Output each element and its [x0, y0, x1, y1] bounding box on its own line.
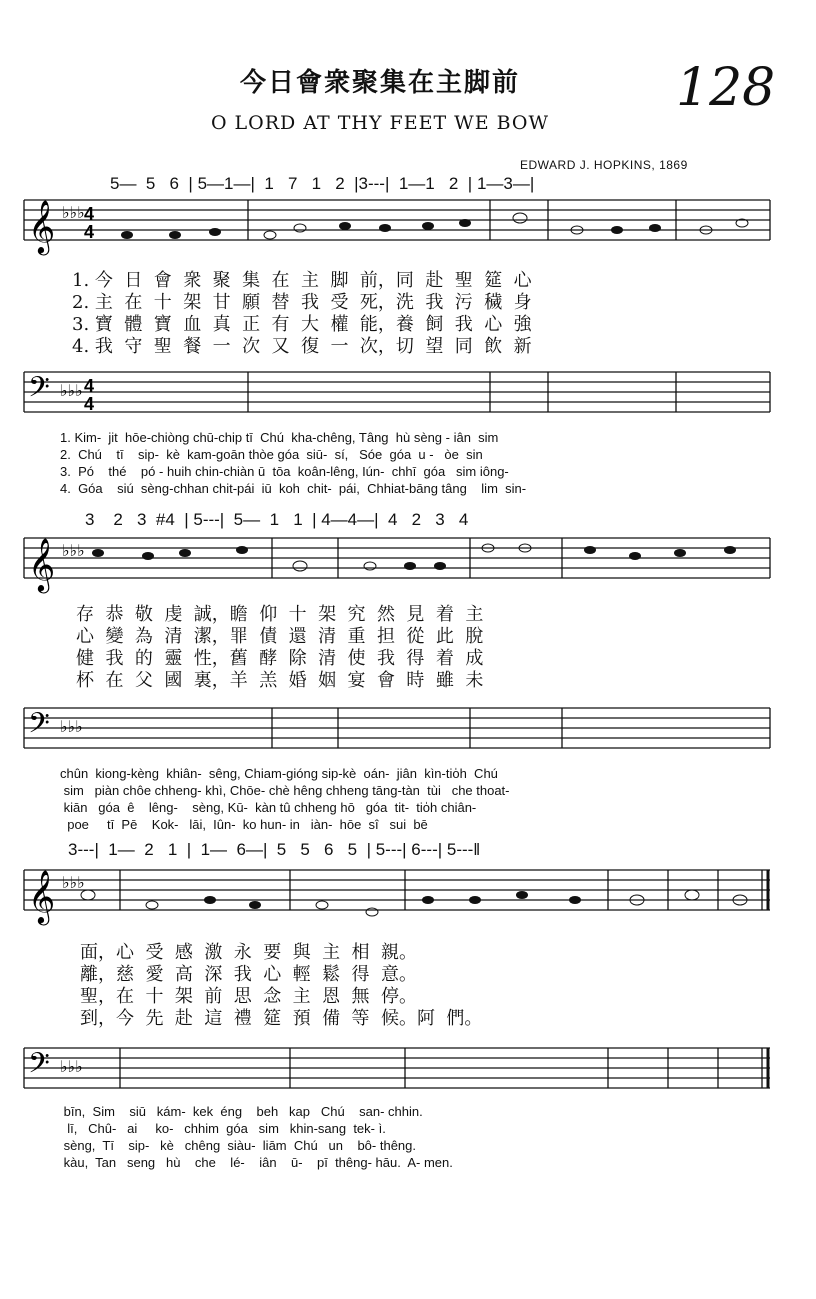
romanized-lyric-2-2: sim piàn chôe chheng- khì, Chōe- chè hêng chheng tāng-tàn tùi che thoat-	[60, 783, 510, 798]
chinese-lyric-2-4: 杯 在 父 國 裏，羊 羔 婚 姻 宴 會 時 雖 未	[76, 670, 484, 691]
romanized-lyric-1-2: 2. Chú tī sip- kè kam-goān thòe góa siū- sí, Sóe góa u - òe sin	[60, 447, 483, 462]
svg-text:4: 4	[84, 376, 95, 396]
svg-text:4: 4	[84, 394, 95, 414]
chinese-lyric-3-1: 面，心 受 感 激 永 要 與 主 相 親。	[80, 942, 417, 963]
svg-text:♭♭♭: ♭♭♭	[62, 873, 85, 892]
hymn-number: 128	[676, 58, 776, 118]
chinese-lyric-3-4: 到，今 先 赴 這 禮 筵 預 備 等 候。阿 們。	[80, 1008, 483, 1029]
svg-text:𝄢: 𝄢	[28, 371, 50, 411]
romanized-lyric-1-3: 3. Pó thé pó - huih chin-chiàn ū tōa koân-lêng, Iún- chhī góa sim iông-	[60, 464, 509, 479]
jianpu-line-3: 3---| 1— 2 1 | 1— 6—| 5 5 6 5 | 5---| 6---| 5---‖	[68, 840, 481, 859]
svg-text:𝄢: 𝄢	[28, 1047, 50, 1087]
chinese-lyric-1-1: 1. 今 日 會 衆 聚 集 在 主 脚 前，同 赴 聖 筵 心	[72, 270, 532, 291]
romanized-lyric-3-3: sèng, Tī sip- kè chêng siàu- liām Chú un bô- thêng.	[60, 1138, 416, 1153]
chinese-lyric-3-3: 聖，在 十 架 前 思 念 主 恩 無 停。	[80, 986, 417, 1007]
hymn-title-english: O LORD AT THY FEET WE BOW	[210, 112, 550, 134]
svg-text:4: 4	[84, 204, 95, 224]
svg-text:𝄢: 𝄢	[28, 707, 50, 747]
svg-text:4: 4	[84, 222, 95, 242]
treble-staff-2	[0, 528, 816, 598]
romanized-lyric-3-1: bīn, Sim siū kám- kek éng beh kap Chú san- chhin.	[60, 1104, 423, 1119]
bass-staff-1	[0, 362, 816, 422]
chinese-lyric-1-4: 4. 我 守 聖 餐 一 次 又 復 一 次，切 望 同 飲 新	[72, 336, 532, 357]
romanized-lyric-1-1: 1. Kim- jit hōe-chiòng chū-chip tī Chú kha-chêng, Tâng hù sèng - iân sim	[60, 430, 499, 445]
chinese-lyric-1-3: 3. 寶 體 寶 血 真 正 有 大 權 能，養 飼 我 心 強	[72, 314, 532, 335]
romanized-lyric-2-4: poe tī Pē Kok- lāi, Iûn- ko hun- in iàn- hōe sî sui bē	[60, 817, 428, 832]
romanized-lyric-3-4: kàu, Tan seng hù che lé- iân ū- pī thêng- hāu. A- men.	[60, 1155, 453, 1170]
jianpu-line-1: 5— 5 6 | 5—1—| 1 7 1 2 |3---| 1—1 2 | 1—3—|	[110, 174, 535, 193]
svg-text:♭♭♭: ♭♭♭	[60, 1057, 83, 1076]
svg-text:♭♭♭: ♭♭♭	[60, 717, 83, 736]
svg-text:𝄞: 𝄞	[28, 869, 56, 923]
chinese-lyric-2-1: 存 恭 敬 虔 誠，瞻 仰 十 架 究 然 見 着 主	[76, 604, 484, 625]
bass-staff-2	[0, 698, 816, 758]
composer-credit: EDWARD J. HOPKINS, 1869	[520, 158, 688, 172]
chinese-lyric-2-3: 健 我 的 靈 性，舊 酵 除 清 使 我 得 着 成	[76, 648, 484, 669]
chinese-lyric-2-2: 心 變 為 清 潔，罪 債 還 清 重 担 從 此 脫	[76, 626, 484, 647]
hymn-title-chinese: 今日會衆聚集在主脚前	[239, 68, 520, 98]
chinese-lyric-1-2: 2. 主 在 十 架 甘 願 替 我 受 死，洗 我 污 穢 身	[72, 292, 532, 313]
treble-staff-1	[0, 190, 816, 265]
jianpu-line-2: 3 2 3 #4 | 5---| 5— 1 1 | 4—4—| 4 2 3 4	[85, 510, 469, 529]
svg-text:♭♭♭: ♭♭♭	[62, 541, 85, 560]
bass-staff-3	[0, 1038, 816, 1098]
svg-text:♭♭♭: ♭♭♭	[60, 381, 83, 400]
romanized-lyric-2-1: chûn kiong-kèng khiân- sêng, Chiam-gióng sip-kè oán- jiân kìn-tio̍h Chú	[60, 766, 498, 781]
chinese-lyric-3-2: 離，慈 愛 高 深 我 心 輕 鬆 得 意。	[80, 964, 417, 985]
treble-staff-3	[0, 860, 816, 935]
svg-text:𝄞: 𝄞	[28, 537, 56, 591]
romanized-lyric-2-3: kiān góa ê lêng- sèng, Kū- kàn tû chheng hō góa tit- tio̍h chiân-	[60, 800, 477, 815]
svg-text:𝄞: 𝄞	[28, 199, 56, 253]
svg-text:♭♭♭: ♭♭♭	[62, 203, 85, 222]
romanized-lyric-1-4: 4. Góa siú sèng-chhan chit-pái iū koh chit- pái, Chhiat-bāng tâng lim sin-	[60, 481, 527, 496]
romanized-lyric-3-2: lī, Chû- ai ko- chhim góa sim khin-sang tek- ì.	[60, 1121, 386, 1136]
